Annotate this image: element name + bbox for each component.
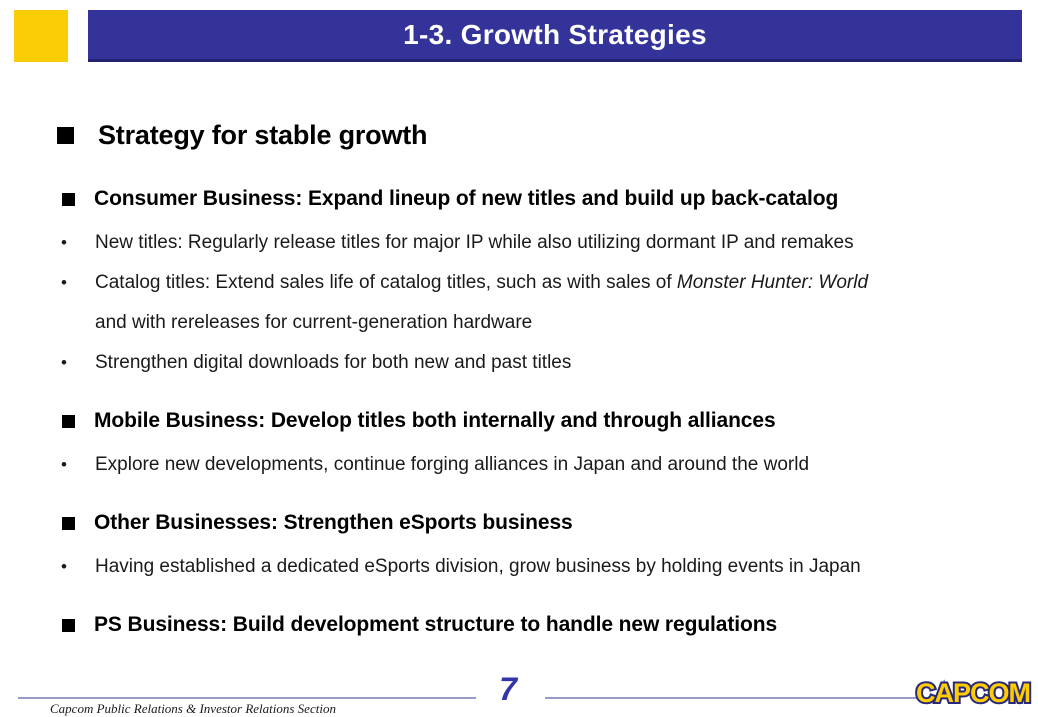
bullet-text: New titles: Regularly release titles for major IP while also utilizing dormant IP and remakes [95, 232, 854, 253]
list-item [55, 263, 1018, 343]
square-bullet-icon [57, 127, 74, 144]
bullet-list [55, 547, 1018, 587]
slide-content [55, 120, 1018, 649]
bullet-list [55, 445, 1018, 485]
list-item [55, 445, 1018, 485]
section-heading-label: PS Business: Build development structure to handle new regulations [94, 613, 778, 636]
bullet-text: Explore new developments, continue forging alliances in Japan and around the world [95, 454, 810, 475]
list-item [55, 343, 1018, 383]
section-other-businesses [55, 507, 1018, 587]
bullet-text: Having established a dedicated eSports division, grow business by holding events in Japan [95, 556, 861, 577]
section-heading-label: Consumer Business: Expand lineup of new titles and build up back-catalog [94, 187, 839, 210]
bullet-text-continuation: and with rereleases for current-generation hardware [95, 312, 533, 333]
bullet-text-italic: Monster Hunter: World [676, 272, 869, 293]
section-heading [62, 507, 1018, 539]
main-heading-label: Strategy for stable growth [98, 120, 428, 150]
square-bullet-icon [62, 517, 75, 530]
footer-credit: Capcom Public Relations & Investor Relations Section [50, 701, 336, 716]
slide-title: 1-3. Growth Strategies [403, 18, 707, 50]
section-consumer-business [55, 183, 1018, 383]
section-heading-label: Mobile Business: Develop titles both internally and through alliances [94, 409, 776, 432]
list-item [55, 223, 1018, 263]
bullet-text: Strengthen digital downloads for both new and past titles [95, 352, 572, 373]
capcom-logo-image [912, 674, 1034, 712]
square-bullet-icon [62, 193, 75, 206]
footer-divider-left [18, 697, 476, 699]
section-heading [62, 405, 1018, 437]
section-ps-business [55, 609, 1018, 641]
accent-square [14, 10, 68, 62]
section-heading [62, 609, 1018, 641]
square-bullet-icon [62, 415, 75, 428]
section-heading-label: Other Businesses: Strengthen eSports business [94, 511, 573, 534]
title-bar [88, 10, 1022, 62]
bullet-list [55, 223, 1018, 383]
bullet-text: Catalog titles: Extend sales life of catalog titles, such as with sales of [95, 272, 677, 293]
capcom-logo-text: CAPCOM [916, 678, 1030, 708]
list-item [55, 547, 1018, 587]
section-mobile-business [55, 405, 1018, 485]
section-heading [62, 183, 1018, 215]
page-number: 7 [499, 671, 517, 707]
capcom-logo [912, 674, 1034, 717]
main-heading [57, 120, 1018, 151]
square-bullet-icon [62, 619, 75, 632]
footer-divider-right [545, 697, 920, 699]
